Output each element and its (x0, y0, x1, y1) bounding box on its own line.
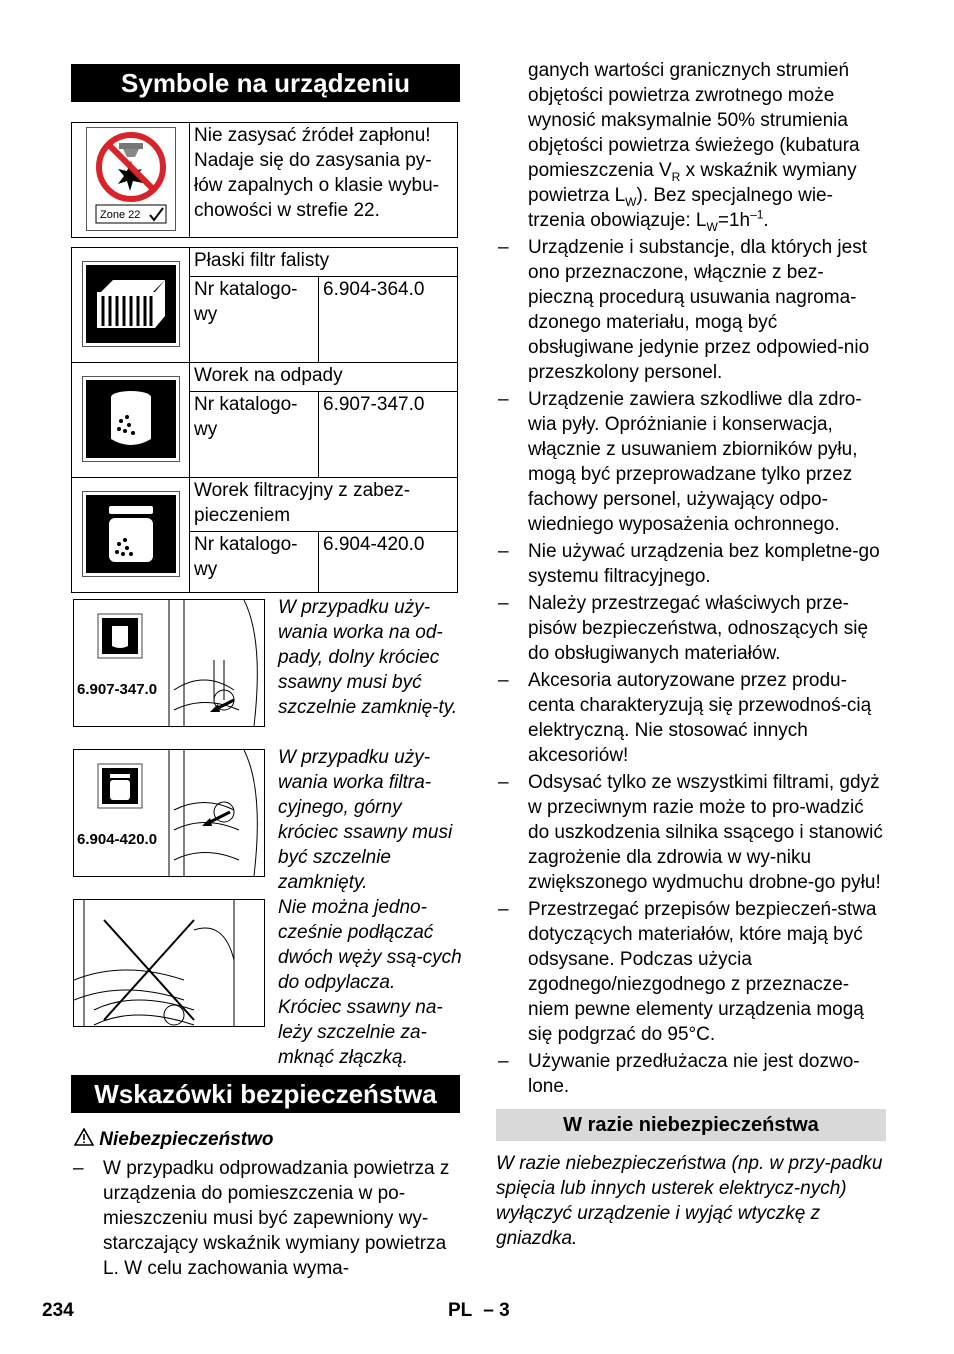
safety-heading: Wskazówki bezpieczeństwa (71, 1075, 460, 1113)
list-item: – Urządzenie zawiera szkodliwe dla zdro-wia pyły. Opróżnianie i konserwacja, włącznie z usuwaniem zbiorników pyłu, mogą być przeprowadzane tylko przez fachowy personel, używający odpo-wiedniego wyposażenia ochronnego. (496, 387, 886, 537)
part-name: Płaski filtr falisty (190, 248, 458, 277)
continued-paragraph: ganych wartości granicznych strumień objętości powietrza zwrotnego może wynosić maksymalnie 50% strumienia objętości powietrza świeżego (kubatura pomieszczenia $V_R$ x wskaźnik wymiany powietrza $L_W$). Bez specjalnego wie-trzenia obowiązuje: $L_W=1h^{-1}$. (528, 60, 860, 234)
flat-filter-icon-cell (72, 248, 190, 363)
right-list (496, 235, 886, 1099)
catalog-label: Nr katalogo-wy (190, 532, 319, 593)
filter-bag-icon-cell (72, 478, 190, 593)
photo-text: Nie można jedno-cześnie podłączać dwóch węży ssą-cych do odpylacza. Króciec ssawny na-leży szczelnie za-mknąć złączką. (278, 897, 462, 1068)
photo-row (71, 899, 460, 1075)
photo-code: 6.904-420.0 (77, 831, 158, 848)
list-item: – W przypadku odprowadzania powietrza z urządzenia do pomieszczenia w po-mieszczeniu musi być zapewniony wy-starczający wskaźnik wymiany powietrza L. W celu zachowania wyma- (71, 1156, 460, 1281)
list-item: – Nie używać urządzenia bez kompletne-go systemu filtracyjnego. (496, 539, 886, 589)
list-item: – Należy przestrzegać właściwych prze-pisów bezpieczeństwa, odnoszących się do obsługiwanych materiałów. (496, 591, 886, 666)
part-name: Worek na odpady (190, 363, 458, 392)
page-number: 234 (42, 1300, 74, 1321)
danger-heading (71, 1127, 460, 1152)
photo-row (71, 749, 460, 899)
photo-code: 6.907-347.0 (77, 681, 158, 698)
catalog-label: Nr katalogo-wy (190, 392, 319, 478)
left-column (71, 64, 460, 1283)
danger-label: Niebezpieczeństwo (99, 1129, 274, 1150)
filter-bag-photo (73, 749, 265, 877)
list-item: – Odsysać tylko ze wszystkimi filtrami, gdyż w przeciwnym razie może to pro-wadzić do uszkodzenia silnika ssącego i stanowić zagrożenie dla zdrowia w wy-niku zwiększonego wydmuchu drobne-go pyłu! (496, 770, 886, 895)
waste-bag-icon (82, 376, 180, 462)
left-list (71, 1156, 460, 1281)
page-sub: – 3 (483, 1300, 510, 1321)
zone-warning-table (71, 122, 458, 238)
list-item: – Urządzenie i substancje, dla których jest ono przeznaczone, włącznie z bez-pieczną procedurą usuwania nagroma-dzonego materiału, mogą być obsługiwane jedynie przez odpowied-nio przeszkolony personel. (496, 235, 886, 385)
warning-triangle-icon (74, 1128, 94, 1146)
waste-bag-icon-cell (72, 363, 190, 478)
filter-bag-icon (82, 491, 180, 577)
photo-text: W przypadku uży-wania worka na od-pady, dolny króciec ssawny musi być szczelnie zamknię-ty. (278, 597, 458, 718)
zone-label: Zone 22 (99, 208, 140, 221)
part-name: Worek filtracyjny z zabez-pieczeniem (190, 478, 458, 532)
symbols-heading: Symbole na urządzeniu (71, 64, 460, 102)
emergency-text: W razie niebezpieczeństwa (np. w przy-padku spięcia lub innych usterek elektrycz-nych) wyłączyć urządzenie i wyjąć wtyczkę z gniazdka. (496, 1153, 883, 1249)
page-footer-lang (448, 1298, 510, 1323)
list-item: – Przestrzegać przepisów bezpieczeń-stwa dotyczących materiałów, które mają być odsysane. Podczas użycia zgodnego/niezgodnego z przeznacze-niem pewne elementy urządzenia mogą się podgrzać do 95°C. (496, 897, 886, 1047)
flat-filter-icon (82, 261, 180, 347)
parts-table (71, 247, 458, 593)
two-hoses-photo (73, 899, 265, 1027)
page-lang: PL (448, 1300, 472, 1321)
list-item: – Akcesoria autoryzowane przez produ-centa charakteryzują się przewodnoś-cią elektryczną. Nie stosować innych akcesoriów! (496, 668, 886, 768)
list-item: – Używanie przedłużacza nie jest dozwo-lone. (496, 1049, 886, 1099)
no-ignition-icon (86, 127, 176, 231)
catalog-number: 6.904-420.0 (319, 532, 458, 593)
photo-row (71, 599, 460, 749)
zone-icon-cell (72, 123, 190, 238)
photo-text: W przypadku uży-wania worka filtra-cyjnego, górny króciec ssawny musi być szczelnie zamknięty. (278, 747, 453, 893)
catalog-number: 6.907-347.0 (319, 392, 458, 478)
catalog-number: 6.904-364.0 (319, 277, 458, 363)
emergency-heading: W razie niebezpieczeństwa (496, 1109, 886, 1141)
waste-bag-photo (73, 599, 265, 727)
catalog-label: Nr katalogo-wy (190, 277, 319, 363)
zone-warning-text: Nie zasysać źródeł zapłonu! Nadaje się do zasysania py-łów zapalnych o klasie wybu-chowości w strefie 22. (190, 123, 458, 238)
right-column (496, 58, 886, 1251)
